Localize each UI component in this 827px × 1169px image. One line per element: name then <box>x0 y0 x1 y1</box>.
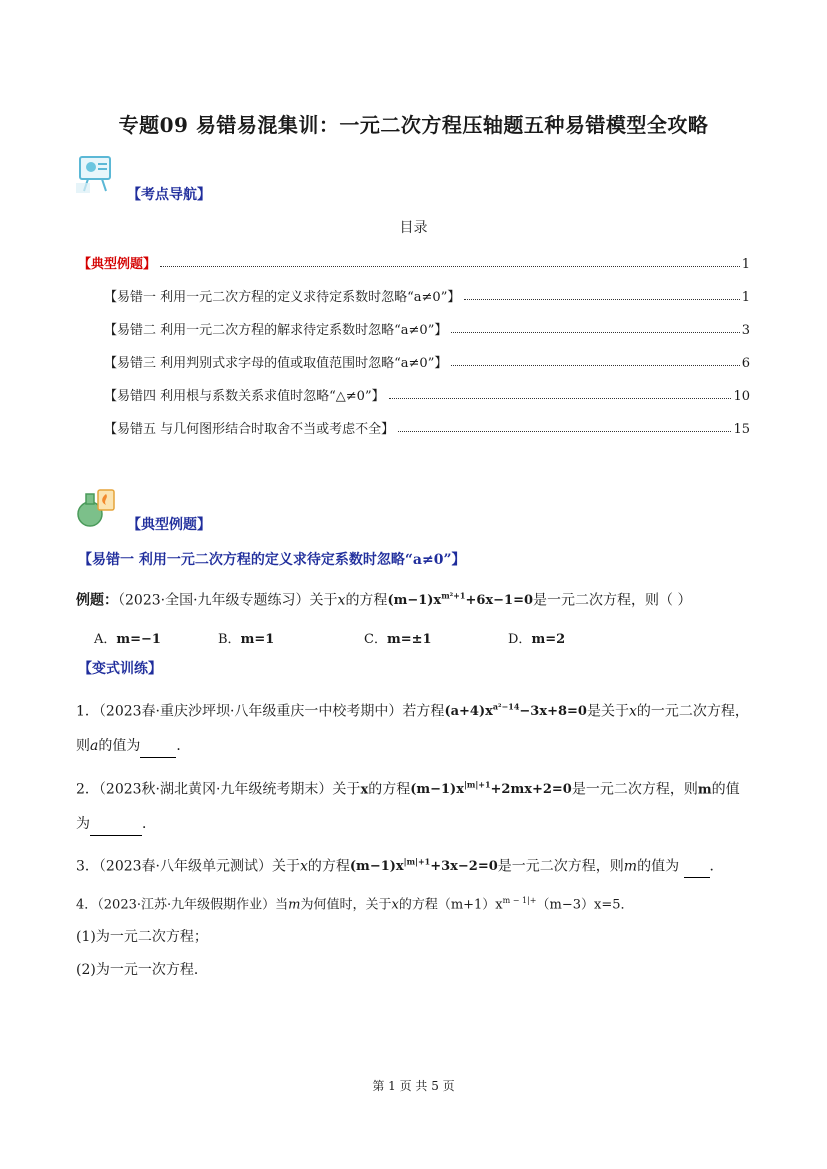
toc-entry-main[interactable] <box>78 252 750 272</box>
toc-page-number: 1 <box>741 257 750 272</box>
example-equation: $(m-1)x^{m^2+1}+6x-1=0$ <box>387 591 534 609</box>
examples-heading: 【典型例题】 <box>127 517 211 533</box>
toc-leader <box>160 266 740 267</box>
example-suffix: 是一元二次方程，则（ ） <box>533 592 692 609</box>
question-2-line-2: 为 ． <box>76 813 156 836</box>
error1-heading: 【易错一 利用一元二次方程的定义求待定系数时忽略“a≠0”】 <box>78 552 466 568</box>
toc-entry-label: 【易错三 利用判别式求字母的值或取值范围时忽略“a≠0”】 <box>104 356 448 371</box>
question-2-line-1: 2．（2023秋·湖北黄冈·九年级统考期末）关于x的方程$(m-1)x^{|m|+1}+2mx+2=0$是一元二次方程，则m的值 <box>76 780 740 798</box>
question-1-line-1: 1．（2023春·重庆沙坪坝·八年级重庆一中校考期中）若方程$(a+4)x^{a^2-14}-3x+8=0$是关于x的一元二次方程， <box>76 702 749 720</box>
toc-page-number: 1 <box>741 290 750 305</box>
question-4-part-2: (2)为一元一次方程． <box>76 962 208 978</box>
example-prefix: 例题： <box>76 592 118 609</box>
question-3: 3．（2023春·八年级单元测试）关于x的方程$(m-1)x^{|m|+1}+3x-2=0$是一元二次方程，则m的值为 ． <box>76 851 724 878</box>
toc-entry[interactable] <box>104 285 750 305</box>
answer-blank[interactable] <box>90 813 142 836</box>
option-b[interactable]: B．m=1 <box>218 632 275 647</box>
toc-entry-label: 【易错一 利用一元二次方程的定义求待定系数时忽略“a≠0”】 <box>104 290 461 305</box>
presentation-board-icon <box>76 153 118 195</box>
toc-leader <box>451 332 739 333</box>
toc-page-number: 15 <box>733 422 750 437</box>
page-footer: 第 1 页 共 5 页 <box>372 1079 455 1093</box>
toc-entry-label: 【易错二 利用一元二次方程的解求待定系数时忽略“a≠0”】 <box>104 323 448 338</box>
answer-blank[interactable] <box>140 735 176 758</box>
toc-page-number: 10 <box>733 389 750 404</box>
toc-leader <box>451 365 739 366</box>
toc-entry-label: 【典型例题】 <box>78 257 157 272</box>
example-source: （2023·全国·九年级专题练习）关于 <box>118 592 338 609</box>
option-c[interactable]: C．m=±1 <box>364 632 432 647</box>
option-a[interactable]: A．m=−1 <box>94 632 161 647</box>
toc-page-number: 3 <box>741 323 750 338</box>
question-4: 4．（2023·江苏·九年级假期作业）当m为何值时，关于x的方程$(m+1)x^{m - 1|+}(m-3)x=5$． <box>76 896 634 913</box>
toc-entry[interactable] <box>104 351 750 371</box>
toc-leader <box>398 431 731 432</box>
toc-page-number: 6 <box>741 356 750 371</box>
toc-entry-label: 【易错四 利用根与系数关系求值时忽略“△≠0”】 <box>104 389 385 404</box>
toc-entry[interactable] <box>104 417 750 437</box>
question-4-part-1: (1)为一元二次方程； <box>76 929 208 945</box>
example-question <box>76 585 691 612</box>
option-d[interactable]: D．m=2 <box>508 632 566 647</box>
flask-icon <box>76 488 118 528</box>
answer-blank[interactable] <box>684 855 710 878</box>
example-mid: 的方程 <box>345 592 388 609</box>
toc-leader <box>464 299 739 300</box>
toc-entry[interactable] <box>104 318 750 338</box>
page-title: 专题09 易错易混集训：一元二次方程压轴题五种易错模型全攻略 <box>118 113 709 137</box>
question-1-line-2: 则a的值为 ． <box>76 735 190 758</box>
toc-entry[interactable] <box>104 384 750 404</box>
toc-title: 目录 <box>399 220 428 236</box>
toc-entry-label: 【易错五 与几何图形结合时取舍不当或考虑不全】 <box>104 422 395 437</box>
toc-leader <box>389 398 732 399</box>
example-var: x <box>337 592 346 609</box>
practice-heading: 【变式训练】 <box>78 661 162 677</box>
nav-heading: 【考点导航】 <box>127 187 211 203</box>
